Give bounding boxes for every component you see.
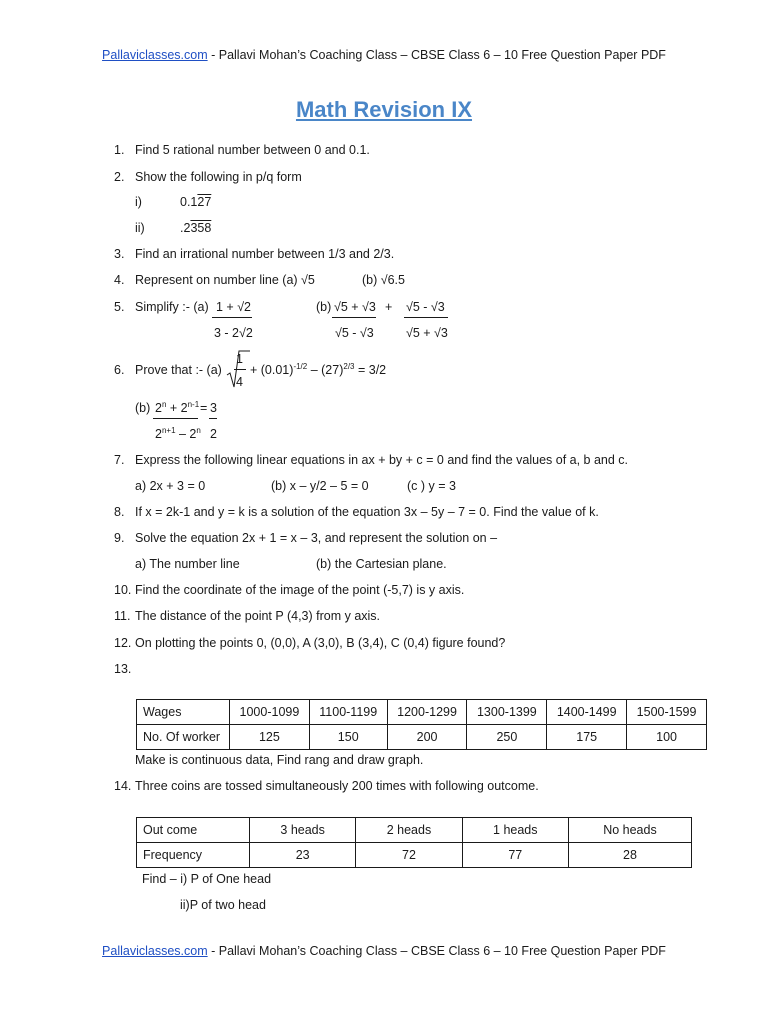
table-cell: No. Of worker — [137, 725, 230, 750]
q5-b1-denominator: √5 - √3 — [335, 326, 374, 340]
wages-table — [136, 699, 707, 750]
q10-text: Find the coordinate of the image of the point (-5,7) is y axis. — [135, 583, 465, 597]
q3-number: 3. — [114, 247, 125, 261]
table-row — [137, 818, 692, 843]
q9-number: 9. — [114, 531, 125, 545]
table-cell: 150 — [309, 725, 387, 750]
q5-a-numerator: 1 + √2 — [216, 300, 252, 314]
q13-note: Make is continuous data, Find rang and draw graph. — [135, 753, 424, 767]
coins-table — [136, 817, 692, 868]
table-cell: 125 — [230, 725, 310, 750]
q5-b1-numerator: √5 + √3 — [334, 300, 376, 314]
q6-b-fraction-bar — [153, 418, 198, 419]
q4-number: 4. — [114, 273, 125, 287]
q5-number: 5. — [114, 300, 125, 314]
q2-i-value: 0.127 — [180, 195, 212, 209]
table-cell: 1400-1499 — [547, 700, 627, 725]
q11-text: The distance of the point P (4,3) from y axis. — [135, 609, 381, 623]
q5-plus: + — [385, 300, 393, 314]
q5-text: Simplify :- (a) — [135, 300, 209, 314]
table-cell: 1 heads — [462, 818, 568, 843]
q10-number: 10. — [114, 583, 132, 597]
table-row — [137, 843, 692, 868]
q7-number: 7. — [114, 453, 125, 467]
q6-b-rhs-denominator: 2 — [210, 427, 217, 441]
q5-b1-fraction-bar — [332, 317, 376, 318]
header-text: - Pallavi Mohan’s Coaching Class – CBSE Class 6 – 10 Free Question Paper PDF — [207, 48, 666, 62]
q14-find-1: Find – i) P of One head — [142, 872, 272, 886]
q11-number: 11. — [114, 609, 131, 623]
q7-text: Express the following linear equations in ax + by + c = 0 and find the values of a, b and c. — [135, 453, 629, 467]
document-title: Math Revision IX — [295, 97, 473, 122]
q1-text: Find 5 rational number between 0 and 0.1. — [135, 143, 370, 157]
table-cell: 1100-1199 — [309, 700, 387, 725]
q4-b: (b) √6.5 — [362, 273, 405, 287]
q7-c: (c ) y = 3 — [407, 479, 456, 493]
table-row — [137, 700, 707, 725]
footer-site-link[interactable]: Pallaviclasses.com — [102, 944, 208, 958]
q12-text: On plotting the points 0, (0,0), A (3,0), B (3,4), C (0,4) figure found? — [135, 636, 506, 650]
table-cell: 175 — [547, 725, 627, 750]
q6-expression: + $(0.01)^{-1/2} - (27)^{2/3} = 3/2$ — [250, 362, 387, 377]
page-footer — [0, 944, 768, 959]
q3-text: Find an irrational number between 1/3 and 2/3. — [135, 247, 395, 261]
q9-text: Solve the equation 2x + 1 = x – 3, and represent the solution on – — [135, 531, 498, 545]
table-cell: 23 — [250, 843, 356, 868]
table-row — [137, 725, 707, 750]
table-cell: 28 — [568, 843, 691, 868]
q5-b2-fraction-bar — [404, 317, 448, 318]
q6-b-denominator: $2^{n+1} - 2^n$ — [155, 426, 201, 441]
q12-number: 12. — [114, 636, 132, 650]
table-cell: 77 — [462, 843, 568, 868]
q8-text: If x = 2k-1 and y = k is a solution of the equation 3x – 5y – 7 = 0. Find the value of k. — [135, 505, 599, 519]
table-cell: 200 — [387, 725, 467, 750]
q8-number: 8. — [114, 505, 125, 519]
q2-i-label: i) — [135, 195, 142, 209]
page-header — [0, 48, 768, 63]
q2-ii-value: .2358 — [180, 221, 212, 235]
q2-ii-label: ii) — [135, 221, 145, 235]
q6-b-label: (b) — [135, 401, 151, 415]
table-cell: Out come — [137, 818, 250, 843]
q5-a-denominator: 3 - 2√2 — [214, 326, 253, 340]
table-cell: Frequency — [137, 843, 250, 868]
q6-radicand-bar — [234, 369, 246, 370]
q1-number: 1. — [114, 143, 125, 157]
table-cell: 250 — [467, 725, 547, 750]
table-cell: 1300-1399 — [467, 700, 547, 725]
q13-number: 13. — [114, 662, 132, 676]
footer-text: - Pallavi Mohan’s Coaching Class – CBSE Class 6 – 10 Free Question Paper PDF — [207, 944, 666, 958]
q6-b-rhs-fraction-bar — [209, 418, 217, 419]
table-cell: 1000-1099 — [230, 700, 310, 725]
q5-b2-denominator: √5 + √3 — [406, 326, 448, 340]
q6-text: Prove that :- (a) — [135, 363, 222, 377]
table-cell: 3 heads — [250, 818, 356, 843]
table-cell: Wages — [137, 700, 230, 725]
table-cell: 2 heads — [356, 818, 462, 843]
q6-b-numerator: $2^n + 2^{n-1}$ — [155, 400, 200, 415]
q2-number: 2. — [114, 170, 125, 184]
q2-text: Show the following in p/q form — [135, 170, 302, 184]
q6-radicand-numerator: 1 — [236, 352, 243, 366]
q9-b: (b) the Cartesian plane. — [316, 557, 447, 571]
q4-text: Represent on number line (a) √5 — [135, 273, 315, 287]
q6-number: 6. — [114, 363, 125, 377]
table-cell: 100 — [627, 725, 707, 750]
site-link[interactable]: Pallaviclasses.com — [102, 48, 208, 62]
q6-b-rhs-numerator: 3 — [210, 401, 217, 415]
q14-find-2: ii)P of two head — [180, 898, 266, 912]
q6-b-equals: = — [200, 401, 208, 415]
table-cell: 1500-1599 — [627, 700, 707, 725]
q5-b2-numerator: √5 - √3 — [406, 300, 445, 314]
q5-a-fraction-bar — [212, 317, 252, 318]
q6-radicand-denominator: 4 — [236, 375, 243, 389]
q14-number: 14. — [114, 779, 132, 793]
table-cell: No heads — [568, 818, 691, 843]
q7-b: (b) x – y/2 – 5 = 0 — [271, 479, 369, 493]
q14-text: Three coins are tossed simultaneously 200 times with following outcome. — [135, 779, 539, 793]
q7-a: a) 2x + 3 = 0 — [135, 479, 206, 493]
table-cell: 72 — [356, 843, 462, 868]
q9-a: a) The number line — [135, 557, 240, 571]
q5-b-label: (b) — [316, 300, 332, 314]
table-cell: 1200-1299 — [387, 700, 467, 725]
